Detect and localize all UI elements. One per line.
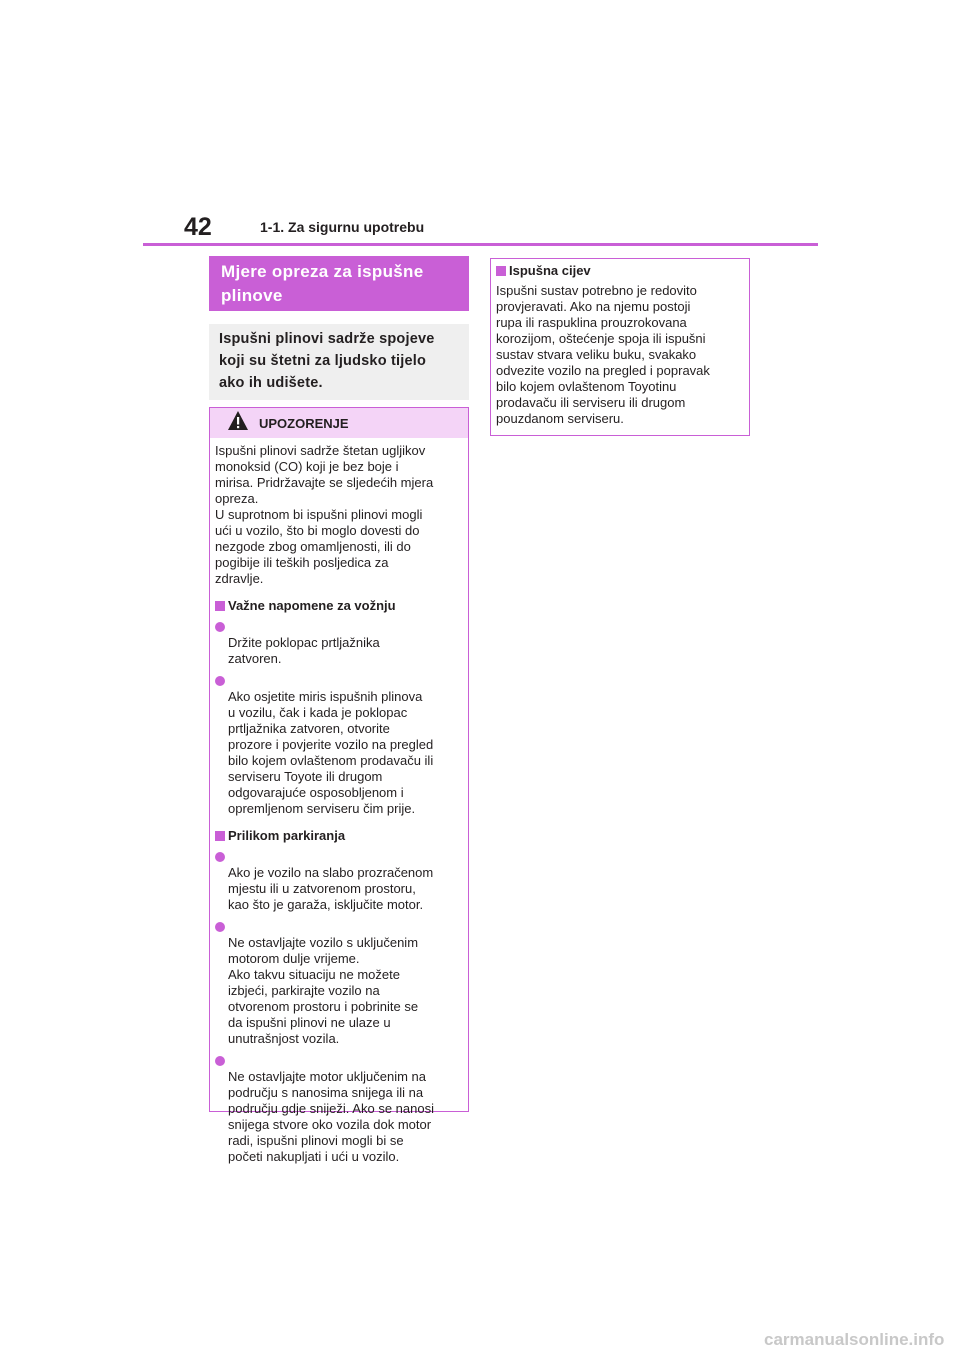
- page-number: 42: [184, 213, 212, 241]
- round-bullet-icon: [215, 852, 225, 862]
- list-item: [215, 1053, 463, 1165]
- watermark: carmanualsonline.info: [764, 1330, 945, 1349]
- subhead-parking-text: Prilikom parkiranja: [228, 828, 346, 843]
- warning-box: [209, 407, 469, 1164]
- list-item-text: Ako je vozilo na slabo prozračenom mjestu ili u zatvorenom prostoru, kao što je garaža, isključite motor.: [228, 865, 434, 912]
- warning-title: UPOZORENJE: [259, 416, 349, 431]
- list-item: [215, 619, 463, 667]
- main-heading-line-2: plinove: [221, 286, 283, 305]
- list-item-text: Ako osjetite miris ispušnih plinova u vozilu, čak i kada je poklopac prtljažnika zatvoren, otvorite prozore i povjerite vozilo na pregled bilo kojem ovlaštenom prodavaču ili serviseru Toyote ili drugom odgovarajuće osposobljenom i opremljenom serviseru čim prije.: [228, 689, 434, 816]
- exhaust-pipe-text: Ispušni sustav potrebno je redovito provjeravati. Ako na njemu postoji rupa ili raspuklina prouzrokovana korozijom, oštećenje spoja ili ispušni sustav stvara veliku buku, svakako odvezite vozilo na pregled i popravak bilo kojem ovlaštenom Toyotinu prodavaču ili serviseru ili drugom pouzdanom serviseru.: [496, 283, 710, 426]
- subhead-exhaust-pipe-text: Ispušna cijev: [509, 263, 591, 278]
- square-bullet-icon: [215, 601, 225, 611]
- main-heading: [209, 256, 469, 311]
- subheading-box: [209, 324, 469, 400]
- square-bullet-icon: [496, 266, 506, 276]
- subheading-line-1: Ispušni plinovi sadrže spojeve: [219, 331, 435, 347]
- warning-intro: Ispušni plinovi sadrže štetan ugljikov monoksid (CO) koji je bez boje i mirisa. Pridržavajte se sljedećih mjera opreza. U suprotnom bi ispušni plinovi mogli ući u vozilo, što bi moglo dovesti do nezgode zbog omamljenosti, ili do pogibije ili teških posljedica za zdravlje.: [215, 443, 434, 586]
- section-title: 1-1. Za sigurnu upotrebu: [260, 219, 425, 235]
- subhead-driving: [215, 598, 463, 614]
- list-item: [215, 919, 463, 1047]
- subhead-exhaust-pipe: [496, 263, 744, 279]
- warning-header: [210, 408, 468, 438]
- subheading-line-3: ako ih udišete.: [219, 375, 323, 391]
- list-item-text: Držite poklopac prtljažnika zatvoren.: [228, 635, 380, 666]
- round-bullet-icon: [215, 622, 225, 632]
- list-item-text: Ne ostavljajte vozilo s uključenim motorom dulje vrijeme. Ako takvu situaciju ne možete izbjeći, parkirajte vozilo na otvorenom prostoru i pobrinite se da ispušni plinovi ne ulaze u unutrašnjost vozila.: [228, 935, 419, 1046]
- round-bullet-icon: [215, 676, 225, 686]
- main-heading-line-1: Mjere opreza za ispušne: [221, 262, 424, 281]
- list-item-text: Ne ostavljajte motor uključenim na području s nanosima snijega ili na području gdje sniježi. Ako se nanosi snijega stvore oko vozila dok motor radi, ispušni plinovi mogli bi se početi nakupljati i ući u vozilo.: [228, 1069, 434, 1164]
- exhaust-pipe-box: [490, 258, 750, 436]
- list-item: [215, 849, 463, 913]
- list-item: [215, 673, 463, 817]
- warning-triangle-icon: [227, 410, 249, 432]
- subheading-line-2: koji su štetni za ljudsko tijelo: [219, 353, 427, 369]
- subhead-driving-text: Važne napomene za vožnju: [228, 598, 396, 613]
- header-divider: [143, 243, 818, 246]
- round-bullet-icon: [215, 922, 225, 932]
- square-bullet-icon: [215, 831, 225, 841]
- warning-body: [210, 438, 468, 1165]
- subhead-parking: [215, 828, 463, 844]
- round-bullet-icon: [215, 1056, 225, 1066]
